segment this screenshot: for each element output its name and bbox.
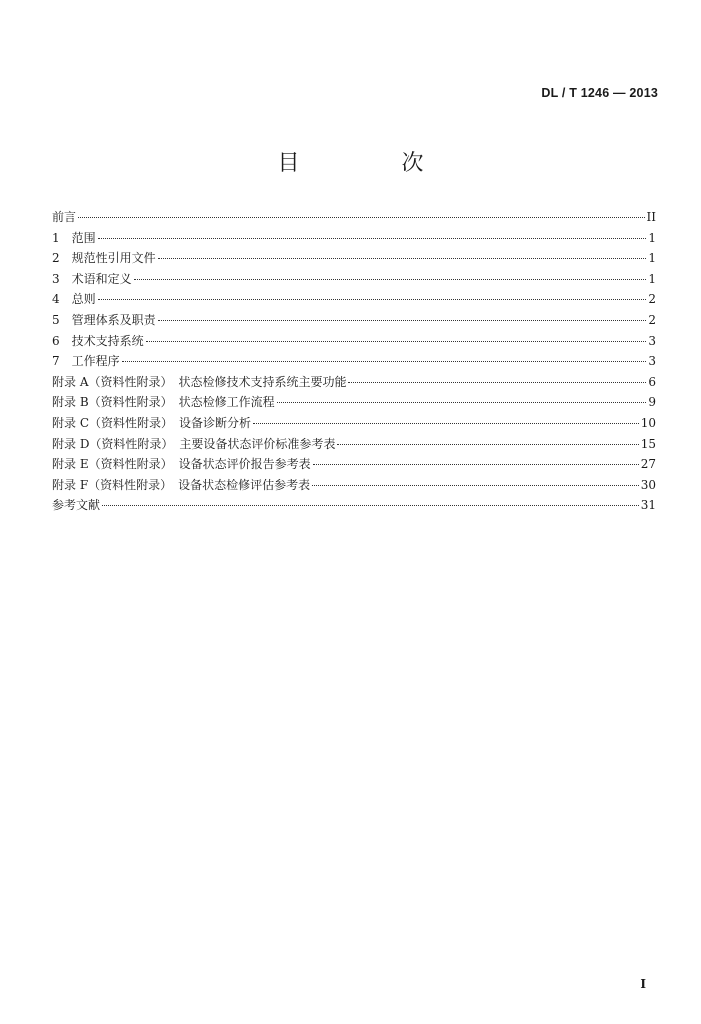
toc-entry-label: 附录 D（资料性附录） 主要设备状态评价标准参考表	[52, 436, 336, 451]
toc-entry-label: 前言	[52, 210, 77, 224]
toc-entry-label: 附录 B（资料性附录） 状态检修工作流程	[52, 395, 275, 410]
toc-dot-leader	[146, 340, 646, 342]
toc-entry-page: 2	[648, 292, 656, 307]
page-title: 目 次	[277, 151, 464, 176]
toc-entry-page: 2	[648, 312, 656, 327]
toc-entry-page: 9	[648, 395, 656, 410]
toc-dot-leader	[98, 237, 646, 239]
toc-entry-label: 7 工作程序	[52, 354, 120, 369]
toc-dot-leader	[337, 443, 638, 445]
toc-entry-label: 5 管理体系及职责	[52, 312, 156, 327]
toc-entry-appendix-a[interactable]	[52, 372, 656, 393]
toc-entry-label: 附录 E（资料性附录） 设备状态评价报告参考表	[52, 457, 311, 472]
toc-entry-page: 10	[640, 415, 656, 430]
toc-entry-label: 3 术语和定义	[52, 271, 132, 286]
toc-entry-page: 3	[648, 333, 656, 348]
toc-entry-label: 1 范围	[52, 230, 96, 245]
toc-entry-label: 4 总则	[52, 292, 96, 307]
toc-entry-page: 30	[640, 477, 656, 492]
toc-entry-page: 1	[648, 251, 656, 266]
toc-entry-appendix-d[interactable]	[52, 434, 656, 455]
toc-entry-technical-support-system[interactable]	[52, 331, 656, 352]
toc-dot-leader	[78, 216, 645, 218]
toc-entry-page: 6	[648, 374, 656, 389]
toc-entry-label: 附录 C（资料性附录） 设备诊断分析	[52, 415, 251, 430]
toc-dot-leader	[102, 504, 639, 506]
table-of-contents	[52, 207, 656, 516]
toc-entry-page: II	[646, 210, 656, 224]
toc-entry-label: 附录 A（资料性附录） 状态检修技术支持系统主要功能	[52, 374, 347, 389]
toc-dot-leader	[253, 422, 639, 424]
toc-entry-page: 1	[648, 230, 656, 245]
toc-dot-leader	[134, 278, 646, 280]
toc-entry-work-procedure[interactable]	[52, 351, 656, 372]
toc-entry-terms-definitions[interactable]	[52, 269, 656, 290]
toc-entry-appendix-b[interactable]	[52, 392, 656, 413]
toc-entry-appendix-c[interactable]	[52, 413, 656, 434]
toc-entry-label: 参考文献	[52, 498, 101, 513]
toc-dot-leader	[158, 319, 646, 321]
toc-dot-leader	[277, 401, 646, 403]
toc-dot-leader	[313, 463, 639, 465]
toc-dot-leader	[348, 381, 646, 383]
toc-entry-scope[interactable]	[52, 228, 656, 249]
toc-entry-page: 31	[640, 498, 656, 513]
toc-entry-page: 27	[640, 457, 656, 472]
toc-entry-page: 1	[648, 271, 656, 286]
toc-entry-bibliography[interactable]	[52, 495, 656, 516]
toc-entry-label: 附录 F（资料性附录） 设备状态检修评估参考表	[52, 477, 311, 492]
toc-dot-leader	[158, 257, 646, 259]
toc-entry-normative-references[interactable]	[52, 248, 656, 269]
footer-page-number: I	[640, 977, 646, 991]
toc-dot-leader	[312, 484, 639, 486]
toc-entry-appendix-f[interactable]	[52, 475, 656, 496]
toc-dot-leader	[122, 360, 646, 362]
toc-entry-page: 15	[640, 436, 656, 451]
toc-entry-page: 3	[648, 354, 656, 369]
toc-entry-label: 2 规范性引用文件	[52, 251, 156, 266]
toc-entry-appendix-e[interactable]	[52, 454, 656, 475]
toc-entry-management-system[interactable]	[52, 310, 656, 331]
toc-entry-foreword[interactable]	[52, 207, 656, 228]
standard-number: DL / T 1246 — 2013	[541, 86, 658, 100]
toc-entry-label: 6 技术支持系统	[52, 333, 144, 348]
toc-dot-leader	[98, 298, 646, 300]
toc-entry-general[interactable]	[52, 289, 656, 310]
